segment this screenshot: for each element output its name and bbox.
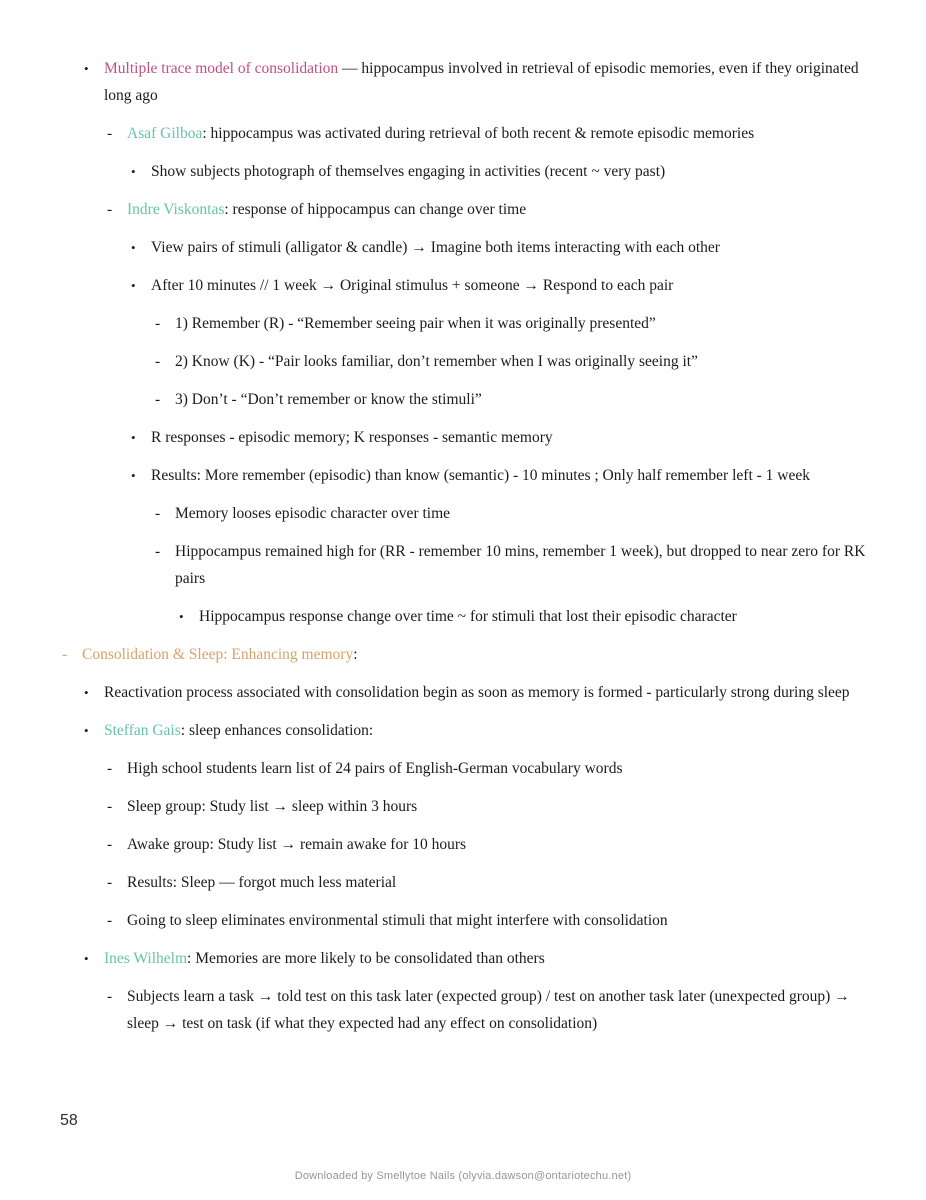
list-item — [0, 348, 874, 375]
list-item-text — [127, 793, 874, 820]
list-item-text — [175, 310, 874, 337]
note-text: : sleep enhances consolidation: — [180, 722, 374, 739]
list-item — [0, 272, 874, 299]
list-item — [0, 310, 874, 337]
dash-marker: - — [62, 646, 68, 663]
dash-marker: - — [107, 201, 113, 218]
note-text: Hippocampus remained high for (RR - remember 10 mins, remember 1 week), but dropped to near zero for RK pairs — [175, 543, 866, 587]
bullet-marker: • — [131, 468, 136, 483]
note-text: Subjects learn a task → told test on this task later (expected group) / test on another task later (unexpected group) → sleep → test on task (if what they expected had any effect on consolidation) — [127, 988, 850, 1032]
list-item-text — [127, 120, 874, 147]
list-item — [0, 983, 874, 1037]
bullet-marker: • — [131, 430, 136, 445]
list-item-text — [127, 755, 874, 782]
dash-marker: - — [107, 912, 113, 929]
download-footer: Downloaded by Smellytoe Nails (olyvia.dawson@ontariotechu.net) — [294, 1170, 632, 1182]
list-item-text — [151, 424, 874, 451]
list-item — [0, 424, 874, 451]
list-item-text — [127, 983, 874, 1037]
list-item-text — [175, 500, 874, 527]
bullet-marker: • — [131, 240, 136, 255]
note-text: Sleep group: Study list → sleep within 3 hours — [127, 798, 418, 815]
dash-marker: - — [107, 874, 113, 891]
dash-marker: - — [107, 988, 113, 1005]
list-item-text — [104, 945, 874, 972]
list-item — [0, 869, 874, 896]
list-item-text — [175, 386, 874, 413]
note-text: Going to sleep eliminates environmental stimuli that might interfere with consolidation — [127, 912, 668, 929]
list-item — [0, 120, 874, 147]
bullet-marker: • — [179, 609, 184, 624]
note-text: Results: Sleep — forgot much less material — [127, 874, 397, 891]
note-text: 2) Know (K) - “Pair looks familiar, don’t remember when I was originally seeing it” — [175, 353, 698, 370]
list-item — [0, 55, 874, 109]
list-item-text — [151, 234, 874, 261]
note-text: Reactivation process associated with consolidation begin as soon as memory is formed - particularly strong during sleep — [104, 684, 850, 701]
list-item-text — [127, 869, 874, 896]
dash-marker: - — [155, 543, 161, 560]
list-item-text — [127, 907, 874, 934]
list-item-text — [151, 462, 874, 489]
note-text: Hippocampus response change over time ~ for stimuli that lost their episodic character — [199, 608, 737, 625]
note-text: Results: More remember (episodic) than know (semantic) - 10 minutes ; Only half remember left - 1 week — [151, 467, 810, 484]
list-item-text — [199, 603, 874, 630]
dash-marker: - — [107, 125, 113, 142]
list-item — [0, 831, 874, 858]
note-text: : hippocampus was activated during retrieval of both recent & remote episodic memories — [202, 125, 755, 142]
note-text: High school students learn list of 24 pairs of English-German vocabulary words — [127, 760, 623, 777]
list-item-text — [104, 55, 874, 109]
page-number: 58 — [60, 1112, 78, 1129]
list-item — [0, 158, 874, 185]
list-item-text — [151, 158, 874, 185]
bullet-marker: • — [84, 61, 89, 76]
bullet-marker: • — [84, 723, 89, 738]
dash-marker: - — [155, 391, 161, 408]
highlighted-term: Asaf Gilboa — [127, 125, 203, 142]
note-text: 3) Don’t - “Don’t remember or know the stimuli” — [175, 391, 482, 408]
dash-marker: - — [155, 315, 161, 332]
dash-marker: - — [155, 505, 161, 522]
list-item — [0, 907, 874, 934]
note-text: — hippocampus involved in retrieval of episodic memories, even if they originated long ago — [104, 60, 859, 104]
highlighted-term: Steffan Gais — [104, 722, 181, 739]
list-item — [0, 386, 874, 413]
list-item — [0, 462, 874, 489]
dash-marker: - — [155, 353, 161, 370]
highlighted-term: Consolidation & Sleep: Enhancing memory — [82, 646, 354, 663]
list-item — [0, 234, 874, 261]
list-item — [0, 641, 874, 668]
list-item — [0, 755, 874, 782]
list-item-text — [151, 272, 874, 299]
note-text: After 10 minutes // 1 week → Original stimulus + someone → Respond to each pair — [151, 277, 674, 294]
note-text: View pairs of stimuli (alligator & candle) → Imagine both items interacting with each other — [151, 239, 720, 256]
list-item-text — [127, 831, 874, 858]
dash-marker: - — [107, 798, 113, 815]
note-text: R responses - episodic memory; K responses - semantic memory — [151, 429, 553, 446]
list-item-text — [175, 538, 874, 592]
list-item-text — [127, 196, 874, 223]
note-text: : Memories are more likely to be consolidated than others — [187, 950, 545, 967]
list-item — [0, 945, 874, 972]
highlighted-term: Ines Wilhelm — [104, 950, 188, 967]
highlighted-term: Indre Viskontas — [127, 201, 225, 218]
list-item — [0, 793, 874, 820]
bullet-marker: • — [84, 951, 89, 966]
list-item — [0, 500, 874, 527]
list-item — [0, 538, 874, 592]
bullet-marker: • — [84, 685, 89, 700]
note-text: Awake group: Study list → remain awake for 10 hours — [127, 836, 467, 853]
bullet-marker: • — [131, 164, 136, 179]
highlighted-term: Multiple trace model of consolidation — [104, 60, 339, 77]
list-item-text — [82, 641, 874, 668]
notes-list — [0, 55, 874, 1048]
list-item — [0, 603, 874, 630]
bullet-marker: • — [131, 278, 136, 293]
note-text: Memory looses episodic character over time — [175, 505, 451, 522]
dash-marker: - — [107, 760, 113, 777]
note-text: Show subjects photograph of themselves engaging in activities (recent ~ very past) — [151, 163, 666, 180]
list-item — [0, 679, 874, 706]
list-item-text — [104, 717, 874, 744]
list-item-text — [175, 348, 874, 375]
list-item — [0, 196, 874, 223]
dash-marker: - — [107, 836, 113, 853]
note-text: : — [353, 646, 358, 663]
list-item-text — [104, 679, 874, 706]
note-text: : response of hippocampus can change over time — [224, 201, 527, 218]
list-item — [0, 717, 874, 744]
note-text: 1) Remember (R) - “Remember seeing pair when it was originally presented” — [175, 315, 656, 332]
